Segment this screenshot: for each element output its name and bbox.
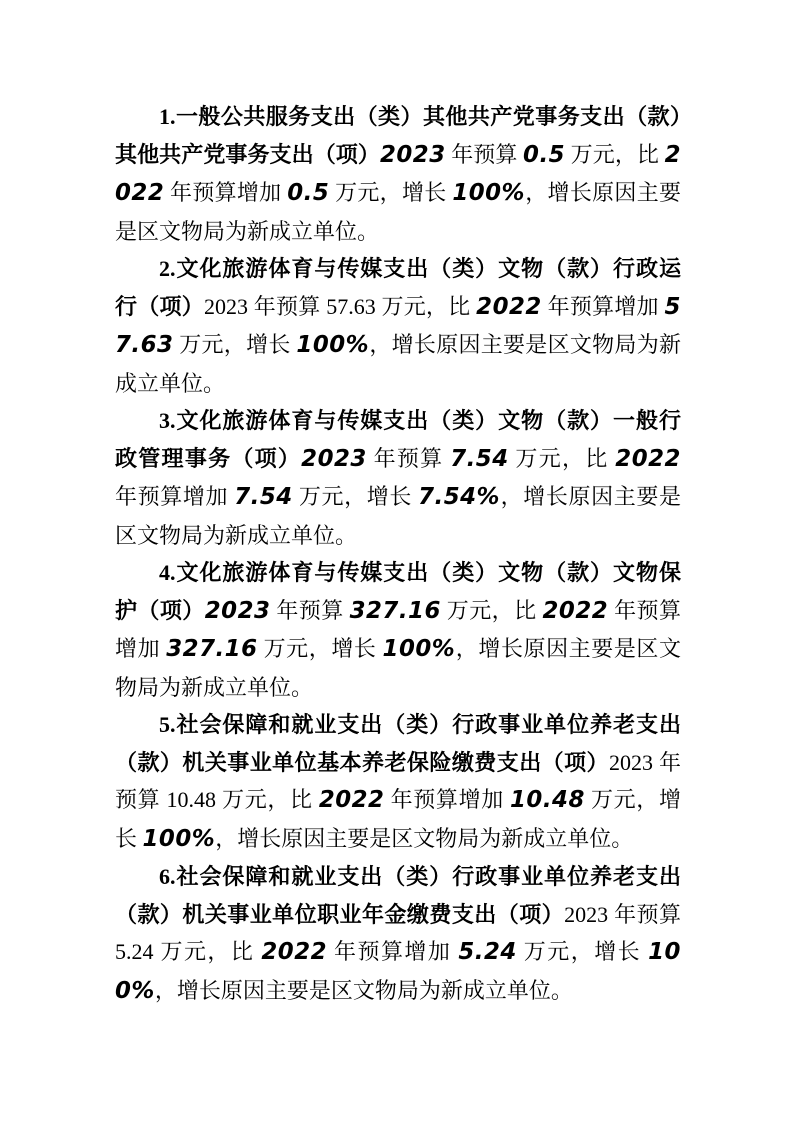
text-run-normal: 万元，比 xyxy=(565,141,665,167)
text-run-script: 2022 xyxy=(542,597,609,624)
text-run-script: 0.5 xyxy=(287,180,330,206)
budget-paragraph-item-6 xyxy=(115,858,681,1010)
text-run-script: 2022 xyxy=(615,445,681,472)
text-run-script: 2022 xyxy=(261,939,328,965)
budget-paragraph-item-4 xyxy=(115,554,681,706)
text-run-normal: 年预算增加 xyxy=(541,293,665,319)
text-run-bold: 6.社会保障和就业支出（类）行政事业单位养老支出（款）机关事业单位职业年金缴费支出（项） xyxy=(115,864,681,927)
text-run-script: 0.5 xyxy=(523,141,566,168)
text-run-script: 2022 xyxy=(476,293,542,320)
text-run-normal: 年预算增加 xyxy=(115,597,681,661)
text-run-script: 10.48 xyxy=(510,787,585,813)
text-run-serifnum: 10.48 xyxy=(166,787,216,812)
text-run-script: 2023 xyxy=(301,445,367,472)
text-run-bold: 5.社会保障和就业支出（类）行政事业单位养老支出（款）机关事业单位基本养老保险缴费支出（项） xyxy=(115,712,681,775)
text-run-normal: 万元，增长 xyxy=(257,636,383,661)
text-run-normal: 万元，比 xyxy=(153,939,262,964)
text-run-script: 100% xyxy=(296,332,370,358)
text-run-bold: 4.文化旅游体育与传媒支出（类）文物（款）文物保护（项） xyxy=(115,560,681,623)
text-run-normal: ，增长原因主要是区文物局为新成立单位。 xyxy=(115,484,681,548)
text-run-serifnum: 2023 xyxy=(203,293,248,319)
text-run-script: 327.16 xyxy=(349,597,441,624)
text-run-normal: 年预算 xyxy=(608,901,681,927)
text-run-normal: 年预算 xyxy=(270,597,350,623)
text-run-normal: 年预算 xyxy=(247,293,327,319)
text-run-bold: 1.一般公共服务支出（类）其他共产党事务支出（款）其他共产党事务支出（项） xyxy=(115,104,681,167)
text-run-serifnum: 5.24 xyxy=(115,939,154,964)
text-run-bold: 3.文化旅游体育与传媒支出（类）文物（款）一般行政管理事务（项） xyxy=(115,408,681,471)
text-run-normal: 万元，比 xyxy=(215,787,319,812)
text-run-script: 100% xyxy=(115,939,681,1004)
text-run-normal: ，增长原因主要是区文物局为新成立单位。 xyxy=(215,825,634,851)
text-run-normal: 万元，比 xyxy=(508,445,616,471)
text-run-normal: 年预算增加 xyxy=(327,939,459,964)
text-run-bold: 2.文化旅游体育与传媒支出（类）文物（款）行政运行（项） xyxy=(115,256,681,319)
text-run-script: 2022 xyxy=(318,787,385,813)
text-run-normal: ，增长原因主要是区文物局为新成立单位。 xyxy=(115,332,681,396)
budget-paragraph-item-1 xyxy=(115,98,681,250)
text-run-script: 7.54% xyxy=(418,484,500,510)
text-run-normal: 年预算 xyxy=(115,749,681,812)
budget-paragraph-item-5 xyxy=(115,706,681,858)
text-run-script: 327.16 xyxy=(166,636,258,662)
text-run-normal: 万元，比 xyxy=(375,293,477,319)
text-run-serifnum: 2023 xyxy=(564,901,609,927)
text-run-normal: ，增长原因主要是区文物局为新成立单位。 xyxy=(115,180,681,244)
text-run-script: 100% xyxy=(452,180,525,206)
text-run-script: 7.54 xyxy=(234,484,293,510)
text-run-normal: 年预算 xyxy=(366,445,451,471)
text-run-script: 7.54 xyxy=(450,445,509,472)
document-body xyxy=(115,98,681,1010)
text-run-serifnum: 57.63 xyxy=(326,293,376,319)
text-run-normal: 年预算增加 xyxy=(384,787,511,812)
text-run-normal: 万元，增长 xyxy=(292,484,419,509)
text-run-script: 2022 xyxy=(115,141,681,206)
text-run-script: 100% xyxy=(142,825,216,852)
text-run-normal: 万元，增长 xyxy=(516,939,649,964)
text-run-normal: 年预算增加 xyxy=(164,180,288,205)
text-run-normal: 年预算增加 xyxy=(115,484,235,509)
text-run-serifnum: 2023 xyxy=(609,749,654,775)
text-run-script: 100% xyxy=(382,636,456,662)
text-run-normal: ，增长原因主要是区文物局为新成立单位。 xyxy=(115,636,681,700)
text-run-normal: 万元，比 xyxy=(440,597,543,623)
text-run-normal: ，增长原因主要是区文物局为新成立单位。 xyxy=(154,977,573,1003)
budget-paragraph-item-3 xyxy=(115,402,681,554)
text-run-normal: 万元，增长 xyxy=(329,180,453,205)
text-run-script: 2023 xyxy=(204,597,271,624)
text-run-normal: 年预算 xyxy=(445,141,524,167)
text-run-normal: 万元，增长 xyxy=(115,787,681,851)
text-run-script: 2023 xyxy=(379,141,446,168)
text-run-normal: 万元，增长 xyxy=(173,332,297,357)
budget-paragraph-item-2 xyxy=(115,250,681,402)
text-run-script: 57.63 xyxy=(115,293,681,358)
text-run-script: 5.24 xyxy=(458,939,517,965)
